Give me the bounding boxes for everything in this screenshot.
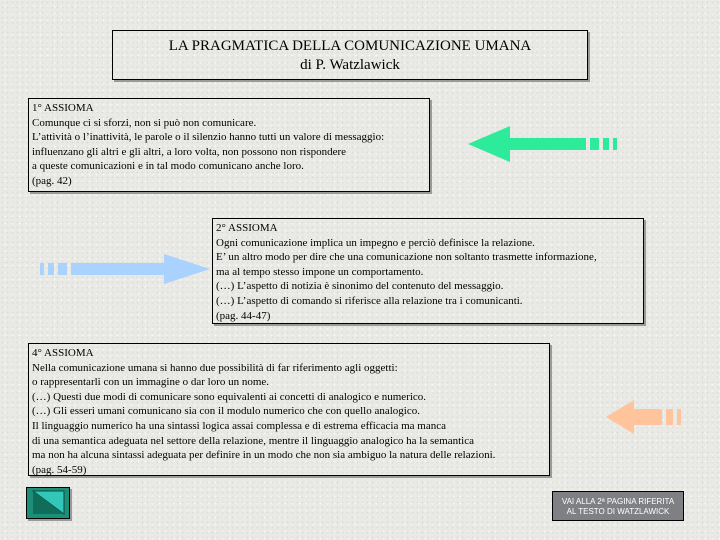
axiom-2-line: (pag. 44-47) (216, 309, 271, 322)
back-button[interactable] (26, 487, 70, 519)
axiom-2-line: (…) L’aspetto di comando si riferisce alla relazione tra i comunicanti. (216, 294, 523, 307)
axiom-1-heading: 1° ASSIOMA (32, 102, 94, 114)
axiom-4-box (28, 343, 550, 476)
axiom-1-line: influenzano gli altri e gli altri, a loro volta, non possono non rispondere (32, 145, 347, 158)
axiom-2-line: ma al tempo stesso impone un comportamento. (216, 265, 424, 278)
axiom-4-line: Nella comunicazione umana si hanno due possibilità di far riferimento agli oggetti: (32, 361, 398, 374)
page-title: LA PRAGMATICA DELLA COMUNICAZIONE UMANA (168, 38, 532, 54)
arrow-right-icon (40, 254, 210, 284)
axiom-1-line: a queste comunicazioni e in tal modo comunicano anche loro. (32, 160, 304, 173)
axiom-1-line: L’attività o l’inattività, le parole o il silenzio hanno tutti un valore di messaggio: (32, 131, 385, 144)
axiom-4-line: (…) Gli esseri umani comunicano sia con il modulo numerico che con quello analogico. (32, 405, 420, 418)
axiom-2-box (212, 218, 644, 324)
axiom-4-line: Il linguaggio numerico ha una sintassi logica assai complessa e di estrema efficacia ma manca (32, 419, 446, 432)
axiom-1-line: Comunque ci si sforzi, non si può non comunicare. (32, 116, 257, 129)
axiom-4-line: ma non ha alcuna sintassi adeguata per definire in un modo che non sia ambiguo la natura delle relazioni. (32, 449, 496, 462)
axiom-4-line: di una semantica adeguata nel settore della relazione, mentre il linguaggio analogico ha la semantica (32, 434, 474, 447)
axiom-4-line: o rappresentarli con un immagine o dar loro un nome. (32, 376, 270, 389)
link-button-label: VAI ALLA 2ª PAGINA RIFERITA (561, 497, 675, 506)
page-subtitle: di P. Watzlawick (300, 57, 400, 73)
link-button-label: AL TESTO DI WATZLAWICK (566, 507, 670, 516)
axiom-2-heading: 2° ASSIOMA (216, 222, 278, 234)
axiom-1-line: (pag. 42) (32, 174, 72, 187)
back-triangle-icon (27, 488, 69, 518)
next-page-link-button[interactable] (552, 491, 684, 521)
axiom-4-line: (pag. 54-59) (32, 463, 87, 476)
axiom-2-line: Ogni comunicazione implica un impegno e perciò definisce la relazione. (216, 236, 535, 249)
axiom-4-line: (…) Questi due modi di comunicare sono equivalenti ai concetti di analogico e numerico. (32, 390, 427, 403)
arrow-left-icon (468, 126, 640, 162)
axiom-4-heading: 4° ASSIOMA (32, 347, 94, 359)
axiom-2-line: (…) L’aspetto di notizia è sinonimo del contenuto del messaggio. (216, 280, 504, 293)
title-box (112, 30, 588, 80)
axiom-1-box (28, 98, 430, 192)
axiom-2-line: E’ un altro modo per dire che una comunicazione non soltanto trasmette informazione, (216, 251, 597, 264)
arrow-left-icon (606, 400, 686, 434)
